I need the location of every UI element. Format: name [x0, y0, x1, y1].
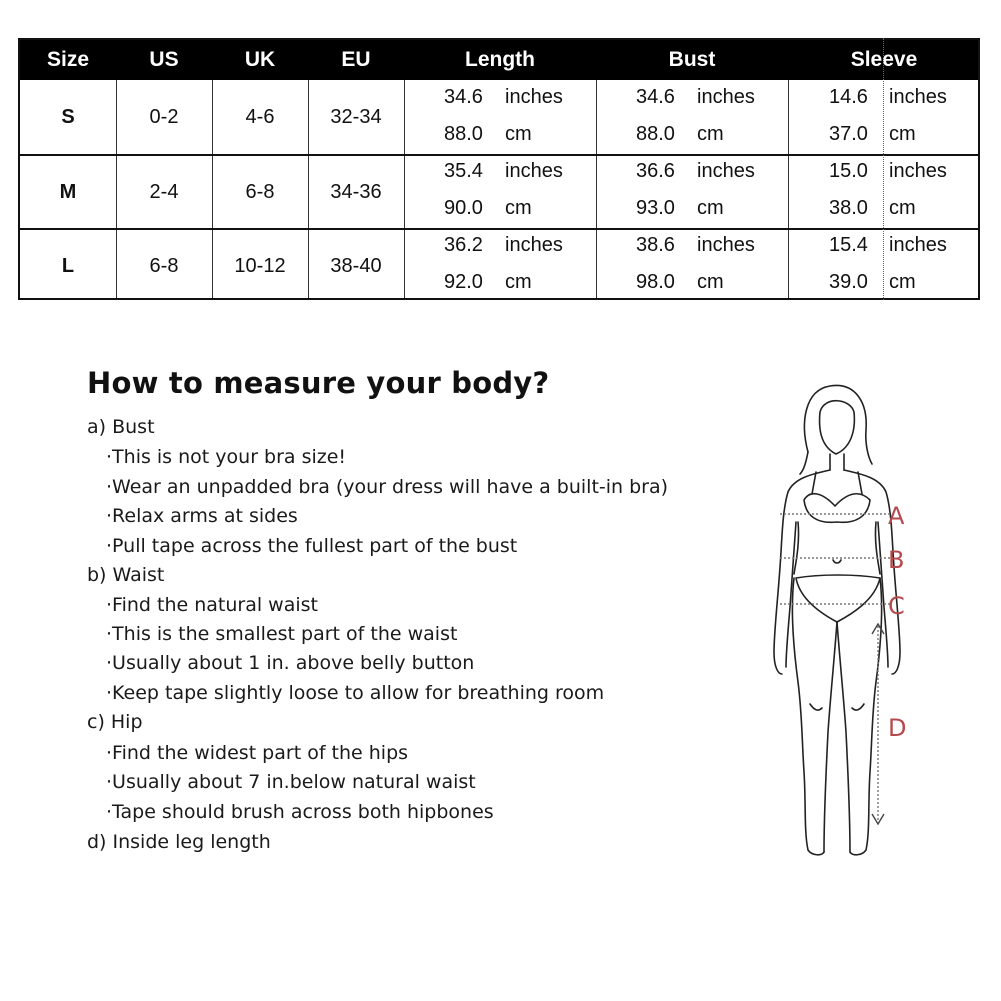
section-bust: a) Bust — [87, 416, 155, 438]
us-cell: 2-4 — [149, 180, 179, 203]
sleeve-cm-value: 37.0 — [829, 123, 868, 145]
length-inches-value: 34.6 — [444, 86, 483, 108]
sleeve-inches-value: 14.6 — [829, 86, 868, 108]
unit-inches: inches — [505, 160, 563, 182]
bust-cm-value: 98.0 — [636, 271, 675, 293]
sleeve-inches-value: 15.0 — [829, 160, 868, 182]
instruction-line: ·Find the natural waist — [106, 594, 318, 616]
unit-inches: inches — [889, 234, 947, 256]
label-c: C — [888, 592, 905, 620]
length-inches-value: 35.4 — [444, 160, 483, 182]
header-eu: EU — [341, 48, 371, 71]
length-cell — [404, 230, 596, 302]
body-measurement-figure — [760, 382, 960, 862]
instruction-line: ·Relax arms at sides — [106, 505, 298, 527]
instruction-line: ·Pull tape across the fullest part of the bust — [106, 535, 518, 557]
bust-cell — [596, 156, 788, 228]
section-inside-leg: d) Inside leg length — [87, 831, 271, 853]
bust-inches-value: 38.6 — [636, 234, 675, 256]
table-header-row — [20, 40, 978, 80]
table-row — [20, 154, 978, 228]
label-b: B — [888, 546, 905, 574]
label-a: A — [888, 502, 905, 530]
uk-cell: 6-8 — [245, 180, 275, 203]
length-cm-value: 88.0 — [444, 123, 483, 145]
instruction-line: ·Find the widest part of the hips — [106, 742, 409, 764]
bust-cm-value: 93.0 — [636, 197, 675, 219]
table-row — [20, 228, 978, 302]
bust-inches-value: 34.6 — [636, 86, 675, 108]
bust-cm-value: 88.0 — [636, 123, 675, 145]
body-outline — [774, 385, 900, 854]
sleeve-inches-value: 15.4 — [829, 234, 868, 256]
label-d: D — [888, 714, 907, 742]
instruction-line: ·Usually about 7 in.below natural waist — [106, 771, 476, 793]
uk-cell: 10-12 — [234, 254, 286, 277]
unit-cm: cm — [889, 271, 916, 293]
us-cell: 6-8 — [149, 254, 179, 277]
unit-inches: inches — [697, 234, 755, 256]
unit-cm: cm — [505, 123, 532, 145]
instruction-line: ·Tape should brush across both hipbones — [106, 801, 494, 823]
sleeve-cm-value: 38.0 — [829, 197, 868, 219]
sleeve-cm-value: 39.0 — [829, 271, 868, 293]
header-length: Length — [465, 48, 535, 71]
table-row — [20, 80, 978, 154]
instruction-line: ·Usually about 1 in. above belly button — [106, 652, 475, 674]
size-cell: S — [61, 105, 75, 128]
us-cell: 0-2 — [149, 105, 179, 128]
eu-cell: 34-36 — [330, 180, 382, 203]
header-us: US — [149, 48, 179, 71]
eu-cell: 38-40 — [330, 254, 382, 277]
size-cell: L — [61, 254, 75, 277]
length-cm-value: 92.0 — [444, 271, 483, 293]
header-size: Size — [46, 48, 90, 71]
uk-cell: 4-6 — [245, 105, 275, 128]
size-chart-table — [18, 38, 980, 300]
unit-inches: inches — [505, 86, 563, 108]
unit-cm: cm — [697, 123, 724, 145]
section-waist: b) Waist — [87, 564, 165, 586]
unit-inches: inches — [889, 86, 947, 108]
instruction-line: ·Keep tape slightly loose to allow for breathing room — [106, 682, 605, 704]
instruction-line: ·This is not your bra size! — [106, 446, 347, 468]
unit-cm: cm — [697, 271, 724, 293]
length-inches-value: 36.2 — [444, 234, 483, 256]
eu-cell: 32-34 — [330, 105, 382, 128]
unit-inches: inches — [505, 234, 563, 256]
unit-cm: cm — [697, 197, 724, 219]
unit-cm: cm — [505, 271, 532, 293]
unit-cm: cm — [889, 123, 916, 145]
instruction-line: ·This is the smallest part of the waist — [106, 623, 458, 645]
bust-cell — [596, 230, 788, 302]
guide-title: How to measure your body? — [87, 366, 550, 400]
size-cell: M — [59, 180, 77, 203]
unit-cm: cm — [505, 197, 532, 219]
header-sleeve: Sleeve — [850, 48, 918, 71]
unit-cm: cm — [889, 197, 916, 219]
section-hip: c) Hip — [87, 711, 143, 733]
instruction-line: ·Wear an unpadded bra (your dress will have a built-in bra) — [106, 476, 669, 498]
length-cell — [404, 156, 596, 228]
bust-cell — [596, 80, 788, 154]
dotted-guide-line — [883, 38, 884, 300]
unit-inches: inches — [889, 160, 947, 182]
unit-inches: inches — [697, 86, 755, 108]
header-uk: UK — [244, 48, 276, 71]
unit-inches: inches — [697, 160, 755, 182]
length-cell — [404, 80, 596, 154]
header-bust: Bust — [668, 48, 716, 71]
bust-inches-value: 36.6 — [636, 160, 675, 182]
length-cm-value: 90.0 — [444, 197, 483, 219]
